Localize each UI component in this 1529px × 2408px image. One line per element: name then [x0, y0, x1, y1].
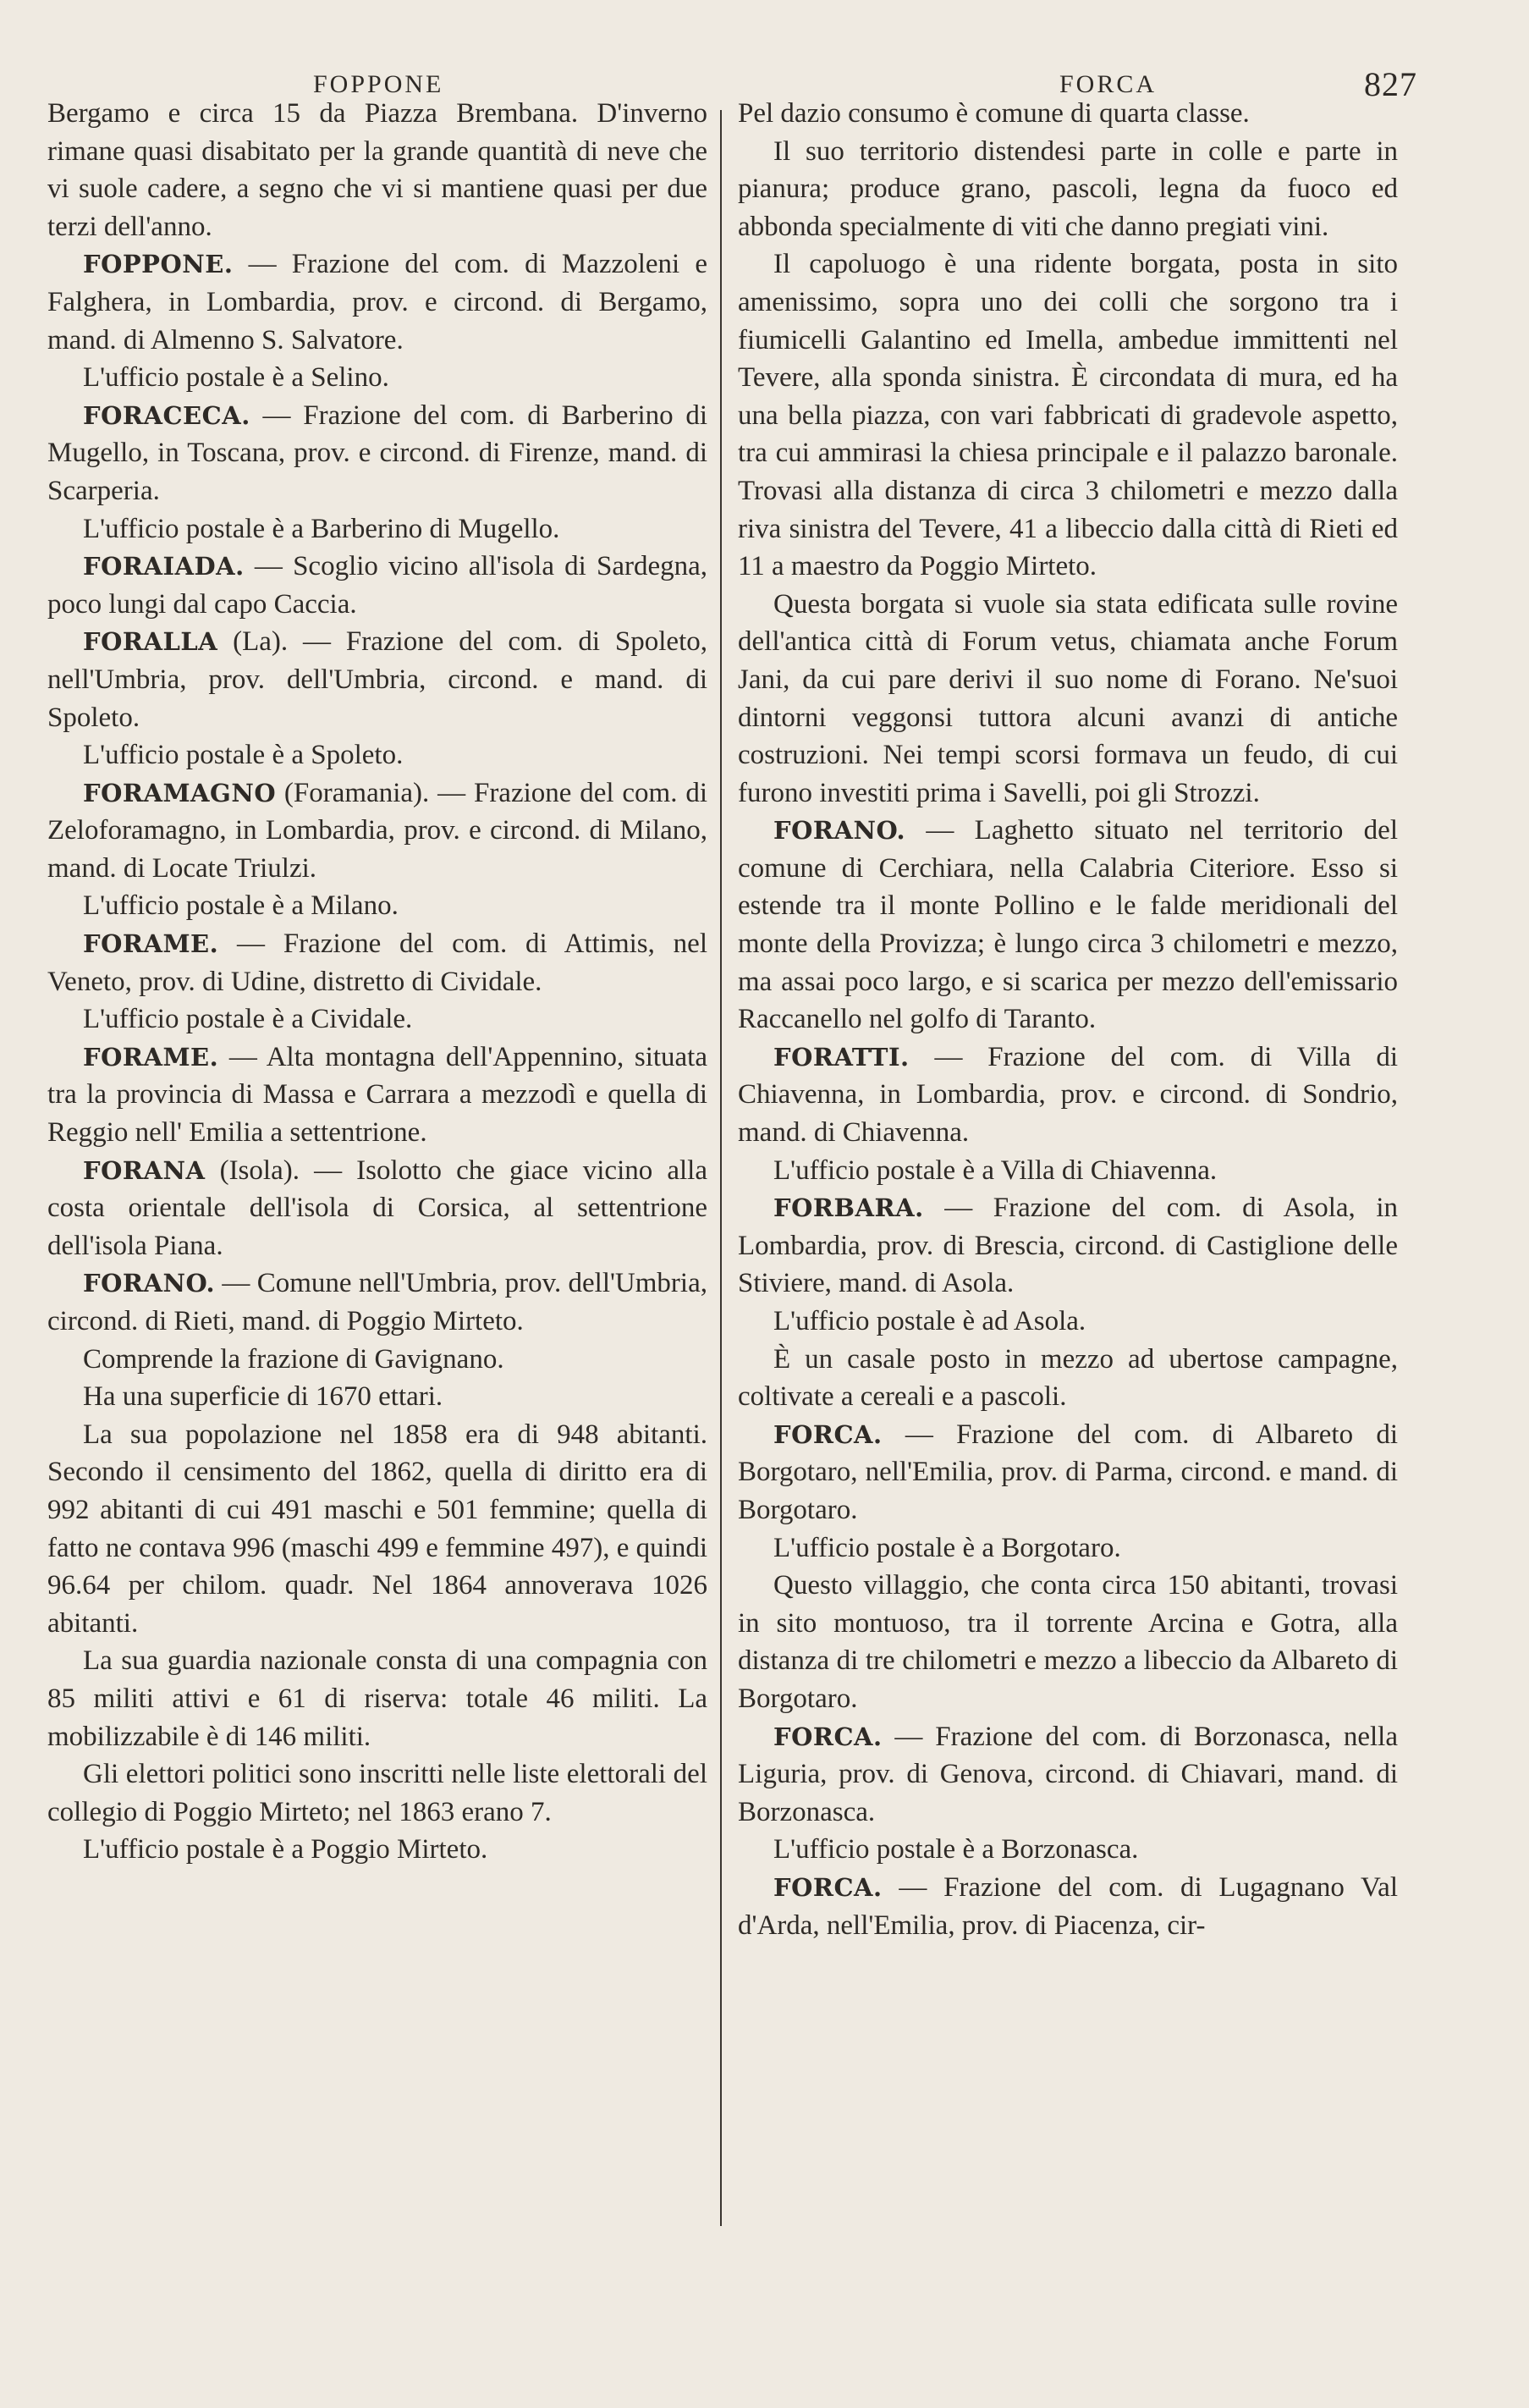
entry-headword: FORAIADA.	[83, 552, 245, 581]
entry-headword: FORAMAGNO	[83, 778, 277, 807]
entry-text: Ha una superficie di 1670 ettari.	[83, 1381, 443, 1413]
entry-paragraph	[738, 1416, 1398, 1529]
text-paragraph	[738, 586, 1398, 813]
entry-headword: FORAME.	[83, 929, 219, 959]
text-paragraph	[47, 1416, 707, 1643]
text-paragraph	[738, 1303, 1398, 1341]
entry-text: L'ufficio postale è a Selino.	[83, 362, 389, 394]
text-paragraph	[47, 359, 707, 397]
entry-text: L'ufficio postale è a Cividale.	[83, 1004, 413, 1035]
entry-paragraph	[47, 1039, 707, 1152]
entry-headword: FORCA.	[773, 1419, 883, 1449]
entry-text: — Alta montagna dell'Appennino, situata tra la provincia di Massa e Carrara a mezzodì e quella di Reggio nell' Emilia a settentrione.	[47, 1041, 707, 1149]
text-paragraph	[738, 1529, 1398, 1568]
entry-text: — Frazione del com. di Asola, in Lombardia, prov. di Brescia, circond. di Castiglione delle Stiviere, mand. di Asola.	[738, 1193, 1398, 1299]
entry-headword: FORANO.	[773, 816, 906, 846]
entry-text: L'ufficio postale è a Villa di Chiavenna.	[773, 1154, 1218, 1186]
entry-headword: FORALLA	[83, 627, 218, 657]
entry-text: — Frazione del com. di Attimis, nel Veneto, prov. di Udine, distretto di Cividale.	[47, 928, 707, 997]
entry-text: — Frazione del com. di Barberino di Mugello, in Toscana, prov. e circond. di Firenze, mand. di Scarperia.	[47, 399, 707, 506]
entry-text: — Frazione del com. di Borzonasca, nella Liguria, prov. di Genova, circond. di Chiavari, mand. di Borzonasca.	[738, 1721, 1398, 1827]
entry-paragraph	[47, 1265, 707, 1340]
text-paragraph	[47, 95, 707, 245]
left-column	[47, 95, 707, 1869]
entry-paragraph	[738, 1039, 1398, 1152]
entry-text: (Foramania). — Frazione del com. di Zeloforamagno, in Lombardia, prov. e circond. di Milano, mand. di Locate Triulzi.	[47, 777, 707, 884]
entry-paragraph	[47, 1152, 707, 1265]
text-paragraph	[47, 510, 707, 548]
entry-text: L'ufficio postale è a Poggio Mirteto.	[83, 1834, 488, 1865]
entry-paragraph	[738, 812, 1398, 1039]
text-paragraph	[47, 887, 707, 925]
entry-text: Questa borgata si vuole sia stata edificata sulle rovine dell'antica città di Forum vetus, chiamata anche Forum Jani, da cui pare derivi il suo nome di Forano. Ne'suoi dintorni veggonsi tuttora alcuni avanzi di antiche costruzioni. Nei tempi scorsi formava un feudo, di cui furono investiti prima i Savelli, poi gli Strozzi.	[738, 588, 1398, 808]
entry-text: La sua guardia nazionale consta di una compagnia con 85 militi attivi e 61 di riserva: totale 46 militi. La mobilizzabile è di 146 militi.	[47, 1645, 707, 1752]
entry-text: (Isola). — Isolotto che giace vicino alla costa orientale dell'isola di Corsica, al settentrione dell'isola Piana.	[47, 1154, 707, 1261]
text-paragraph	[47, 1831, 707, 1869]
text-paragraph	[47, 1642, 707, 1755]
entry-headword: FORACECA.	[83, 400, 250, 430]
text-paragraph	[738, 1341, 1398, 1416]
entry-headword: FORCA.	[773, 1872, 883, 1902]
entry-headword: FORCA.	[773, 1722, 883, 1751]
text-paragraph	[47, 1000, 707, 1039]
entry-text: — Scoglio vicino all'isola di Sardegna, poco lungi dal capo Caccia.	[47, 551, 707, 620]
entry-headword: FORBARA.	[773, 1193, 924, 1223]
entry-text: L'ufficio postale è ad Asola.	[773, 1306, 1086, 1336]
entry-text: — Frazione del com. di Albareto di Borgotaro, nell'Emilia, prov. di Parma, circond. e mand. di Borgotaro.	[738, 1419, 1398, 1525]
entry-paragraph	[738, 1189, 1398, 1303]
running-head-right: FORCA	[1059, 70, 1158, 98]
entry-paragraph	[47, 397, 707, 510]
text-paragraph	[738, 1831, 1398, 1869]
entry-paragraph	[738, 1718, 1398, 1832]
entry-text: Gli elettori politici sono inscritti nelle liste elettorali del collegio di Poggio Mirteto; nel 1863 erano 7.	[47, 1759, 707, 1827]
column-divider	[720, 110, 722, 2226]
entry-text: Questo villaggio, che conta circa 150 abitanti, trovasi in sito montuoso, tra il torrente Arcina e Gotra, alla distanza di tre chilometri e mezzo a libeccio da Albareto di Borgotaro.	[738, 1570, 1398, 1714]
entry-paragraph	[738, 1869, 1398, 1944]
text-paragraph	[47, 1341, 707, 1379]
entry-text: La sua popolazione nel 1858 era di 948 abitanti. Secondo il censimento del 1862, quella di diritto era di 992 abitanti di cui 491 maschi e 501 femmine; quella di fatto ne contava 996 (maschi 499 e femmine 497), e quindi 96.64 per chilom. quadr. Nel 1864 annoverava 1026 abitanti.	[47, 1419, 707, 1639]
text-paragraph	[738, 95, 1398, 133]
entry-paragraph	[47, 623, 707, 736]
entry-text: (La). — Frazione del com. di Spoleto, nell'Umbria, prov. dell'Umbria, circond. e mand. di Spoleto.	[47, 626, 707, 733]
text-paragraph	[738, 133, 1398, 246]
entry-text: — Frazione del com. di Mazzoleni e Falghera, in Lombardia, prov. e circond. di Bergamo, mand. di Almenno S. Salvatore.	[47, 249, 707, 355]
entry-headword: FORATTI.	[773, 1042, 910, 1072]
entry-text: L'ufficio postale è a Barberino di Mugello.	[83, 513, 560, 544]
right-column	[738, 95, 1398, 1944]
running-head-left: FOPPONE	[313, 70, 444, 98]
entry-paragraph	[47, 245, 707, 359]
entry-text: Pel dazio consumo è comune di quarta classe.	[738, 98, 1250, 129]
text-paragraph	[47, 736, 707, 774]
entry-text: — Frazione del com. di Villa di Chiavenna, in Lombardia, prov. e circond. di Sondrio, mand. di Chiavenna.	[738, 1041, 1398, 1149]
entry-text: Bergamo e circa 15 da Piazza Brembana. D'inverno rimane quasi disabitato per la grande quantità di neve che vi suole cadere, a segno che vi si mantiene quasi per due terzi dell'anno.	[47, 98, 707, 242]
text-paragraph	[738, 1567, 1398, 1717]
entry-text: L'ufficio postale è a Borgotaro.	[773, 1532, 1121, 1563]
entry-text: Il capoluogo è una ridente borgata, posta in sito amenissimo, sopra uno dei colli che sorgono tra i fiumicelli Galantino ed Imella, ambedue immittenti nel Tevere, alla sponda sinistra. È circondata di mura, ed ha una bella piazza, con vari fabbricati di gradevole aspetto, tra cui ammirasi la chiesa principale e il palazzo baronale. Trovasi alla distanza di circa 3 chilometri e mezzo dalla riva sinistra del Tevere, 41 a libeccio dalla città di Rieti ed 11 a maestro da Poggio Mirteto.	[738, 249, 1398, 582]
text-paragraph	[47, 1378, 707, 1416]
entry-paragraph	[47, 925, 707, 1000]
entry-text: L'ufficio postale è a Milano.	[83, 890, 399, 922]
entry-paragraph	[47, 774, 707, 888]
entry-paragraph	[47, 548, 707, 623]
entry-headword: FOPPONE.	[83, 250, 234, 279]
entry-headword: FORAME.	[83, 1042, 219, 1072]
page-number: 827	[1364, 65, 1417, 103]
text-paragraph	[738, 245, 1398, 585]
entry-text: — Laghetto situato nel territorio del comune di Cerchiara, nella Calabria Citeriore. Esso si estende tra il monte Pollino e le falde meridionali del monte della Provizza; è lungo circa 3 chilometri e mezzo, ma assai poco largo, e si scarica per mezzo dell'emissario Raccanello nel golfo di Taranto.	[738, 815, 1398, 1035]
entry-text: L'ufficio postale è a Spoleto.	[83, 740, 404, 771]
text-paragraph	[47, 1755, 707, 1831]
entry-text: L'ufficio postale è a Borzonasca.	[773, 1834, 1139, 1865]
entry-headword: FORANO.	[83, 1269, 216, 1298]
text-paragraph	[738, 1152, 1398, 1190]
entry-headword: FORANA	[83, 1155, 206, 1185]
entry-text: Il suo territorio distendesi parte in colle e parte in pianura; produce grano, pascoli, legna da fuoco ed abbonda specialmente di viti che danno pregiati vini.	[738, 135, 1398, 242]
entry-text: Comprende la frazione di Gavignano.	[83, 1343, 504, 1375]
entry-text: — Comune nell'Umbria, prov. dell'Umbria, circond. di Rieti, mand. di Poggio Mirteto.	[47, 1268, 707, 1336]
entry-text: È un casale posto in mezzo ad ubertose campagne, coltivate a cereali e a pascoli.	[738, 1343, 1398, 1413]
entry-text: — Frazione del com. di Lugagnano Val d'Arda, nell'Emilia, prov. di Piacenza, cir-	[738, 1871, 1398, 1941]
